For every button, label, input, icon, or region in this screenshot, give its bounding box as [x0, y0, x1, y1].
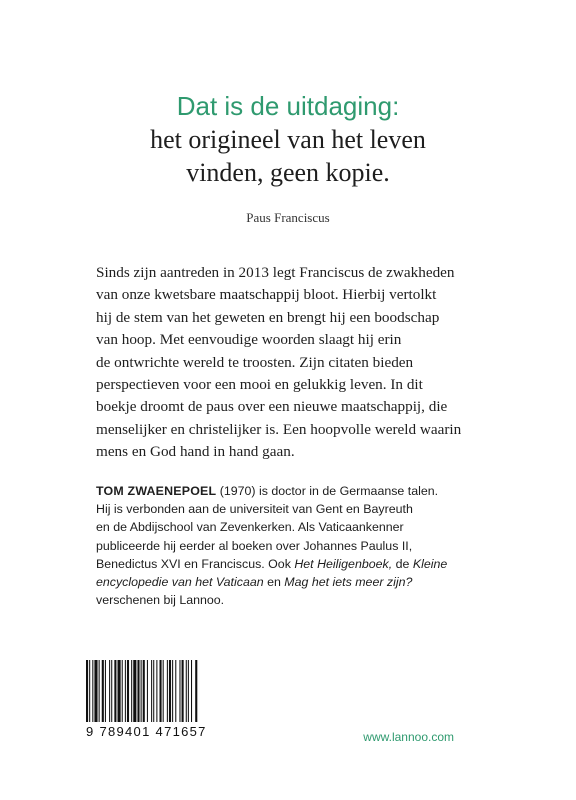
author-bio-text: (1970) is doctor in de Germaanse talen. [216, 484, 439, 498]
blurb-line: van onze kwetsbare maatschappij bloot. Hierbij vertolkt [96, 286, 437, 304]
blurb-text [96, 262, 496, 464]
barcode-bar [127, 660, 129, 722]
barcode-bar [141, 660, 142, 722]
barcode-bar [122, 660, 123, 722]
barcode-bar [179, 660, 180, 722]
author-bio-line: verschenen bij Lannoo. [96, 593, 225, 608]
barcode-bar [156, 660, 157, 722]
quote-line-2: het origineel van het leven [150, 125, 426, 154]
author-bio [96, 482, 496, 609]
isbn-number: 9 789401 471657 [86, 724, 207, 739]
author-bio-line: publiceerde hij eerder al boeken over Johannes Paulus II, [96, 538, 413, 553]
barcode-bar [125, 660, 126, 722]
author-bio-text: Benedictus XVI en Franciscus. Ook [96, 556, 295, 571]
barcode-bar [186, 660, 187, 722]
blurb-line: de ontwrichte wereld te troosten. Zijn citaten bieden [96, 353, 414, 371]
barcode-bars [86, 660, 226, 722]
barcode-bar [175, 660, 176, 722]
blurb-line: van hoop. Met eenvoudige woorden slaagt hij erin [96, 331, 402, 349]
author-bio-line: en de Abdijschool van Zevenkerken. Als Vaticaankenner [96, 520, 404, 535]
blurb-line: boekje droomt de paus over een nieuwe maatschappij, die [96, 398, 448, 416]
barcode-bar [133, 660, 136, 722]
book-title: Mag het iets meer zijn? [284, 575, 413, 590]
barcode-bar [153, 660, 154, 722]
blurb-line: mens en God hand in hand gaan. [96, 443, 295, 461]
author-bio-line [96, 573, 496, 591]
barcode-bar [114, 660, 116, 722]
quote-line-3: vinden, geen kopie. [186, 158, 390, 187]
quote-block [0, 90, 576, 189]
barcode-bar [195, 660, 197, 722]
barcode-bar [169, 660, 171, 722]
author-bio-line [96, 555, 496, 573]
barcode-bar [163, 660, 164, 722]
barcode-bar [94, 660, 97, 722]
book-title: encyclopedie van het Vaticaan [96, 575, 264, 590]
barcode-bar [151, 660, 152, 722]
barcode-bar [111, 660, 112, 722]
barcode-bar [118, 660, 121, 722]
blurb-line: menselijker en christelijker is. Een hoopvolle wereld waarin [96, 420, 462, 438]
barcode-bar [92, 660, 93, 722]
barcode-bar [172, 660, 173, 722]
barcode-bar [99, 660, 100, 722]
author-bio-line: Hij is verbonden aan de universiteit van Gent en Bayreuth [96, 502, 413, 517]
barcode-bar [131, 660, 132, 722]
barcode-bar [102, 660, 104, 722]
barcode-bar [89, 660, 90, 722]
publisher-website: www.lannoo.com [363, 730, 454, 744]
blurb-line: perspectieven voor een mooi en gelukkig leven. In dit [96, 376, 423, 394]
blurb-line: Sinds zijn aantreden in 2013 legt Franciscus de zwakheden [96, 264, 455, 281]
barcode-bar [167, 660, 168, 722]
quote-line-1: Dat is de uitdaging: [176, 91, 400, 121]
barcode-bar [105, 660, 106, 722]
barcode-bar [160, 660, 162, 722]
barcode-bar [86, 660, 88, 722]
author-bio-line [96, 482, 496, 500]
book-title: Het Heiligenboek, [294, 556, 393, 571]
barcode-bar [137, 660, 139, 722]
author-name: TOM ZWAENEPOEL [96, 484, 217, 498]
barcode-bar [188, 660, 189, 722]
blurb-line: hij de stem van het geweten en brengt hij een boodschap [96, 308, 440, 326]
book-title: Kleine [412, 556, 448, 571]
barcode-bar [143, 660, 145, 722]
author-bio-text: de [392, 556, 413, 571]
barcode-bar [191, 660, 192, 722]
quote-attribution: Paus Franciscus [246, 210, 330, 225]
author-bio-text: en [263, 575, 285, 590]
barcode-bar [147, 660, 148, 722]
barcode-bar [182, 660, 184, 722]
barcode-bar [109, 660, 110, 722]
